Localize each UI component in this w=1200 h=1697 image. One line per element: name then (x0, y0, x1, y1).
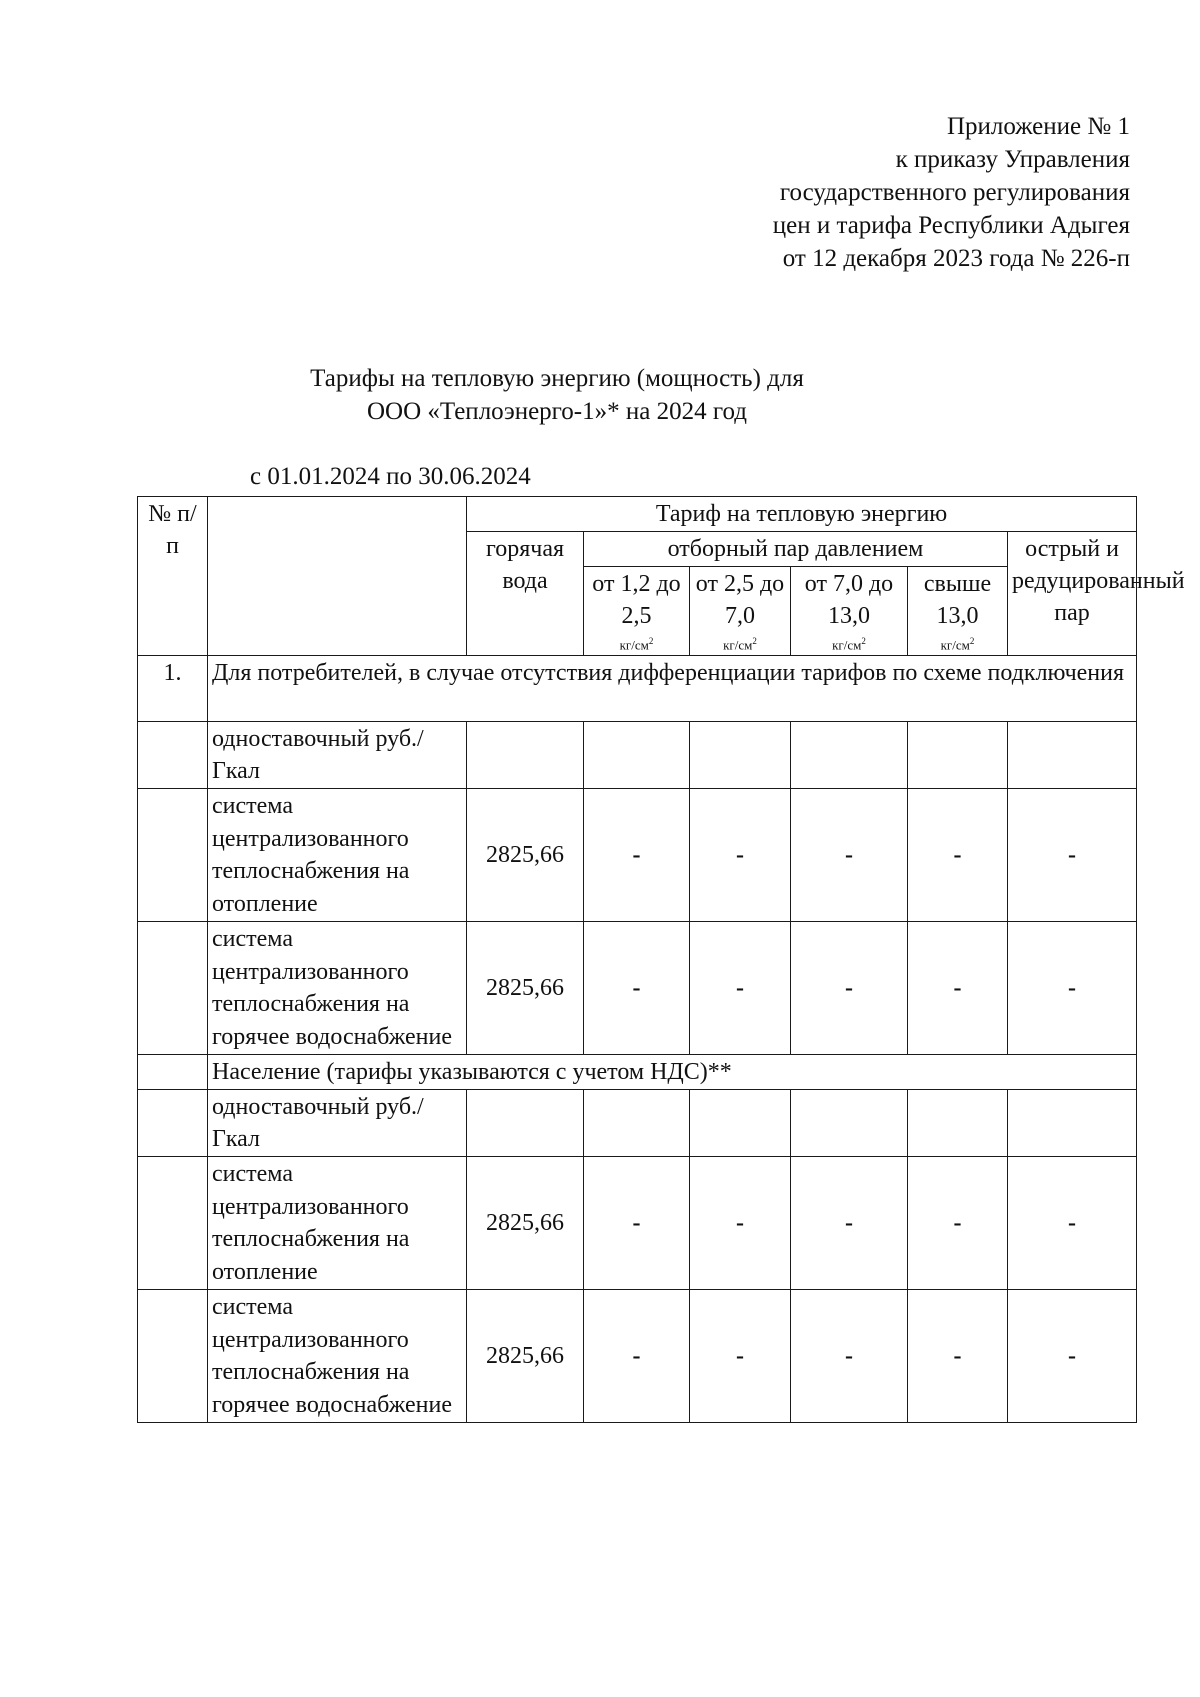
tariff-value: 2825,66 (467, 1157, 584, 1290)
header-tariff: Тариф на тепловую энергию (467, 497, 1137, 532)
header-row-1 (138, 497, 1137, 532)
tariff-value: 2825,66 (467, 1290, 584, 1423)
header-line-date: от 12 декабря 2023 года № 226-п (782, 245, 1130, 272)
empty-value: - (1008, 922, 1137, 1055)
period-label: с 01.01.2024 по 30.06.2024 (250, 463, 531, 490)
empty-value: - (584, 789, 690, 922)
empty-value: - (908, 789, 1008, 922)
document-header (773, 110, 1130, 275)
title-line-2: ООО «Теплоэнерго-1»* на 2024 год (366, 398, 747, 425)
empty-value: - (1008, 1157, 1137, 1290)
unit-label: $кг/см^2$ (619, 636, 654, 653)
section-row-consumers (138, 656, 1137, 722)
section-title: Для потребителей, в случае отсутствия дифференциации тарифов по схеме подключения (208, 656, 1137, 722)
header-pressure-1: от 1,2 до 2,5 $кг/см^2$ (584, 567, 690, 656)
header-steam-group: отборный пар давлением (584, 532, 1008, 567)
tariff-value: 2825,66 (467, 922, 584, 1055)
header-pressure-3: от 7,0 до 13,0 $кг/см^2$ (791, 567, 908, 656)
row-label: система централизованного теплоснабжения на горячее водоснабжение (208, 922, 467, 1055)
empty-value: - (1008, 789, 1137, 922)
unit-label: $кг/см^2$ (940, 636, 975, 653)
header-line-appendix: Приложение № 1 (946, 113, 1130, 140)
empty-value: - (584, 1290, 690, 1423)
row-label: система централизованного теплоснабжения на отопление (208, 1157, 467, 1290)
header-sharp-steam: острый и редуцированный пар (1008, 532, 1137, 656)
document-title (262, 362, 852, 428)
title-line-1: Тарифы на тепловую энергию (мощность) для (310, 365, 804, 392)
empty-value: - (584, 1157, 690, 1290)
empty-value: - (908, 1157, 1008, 1290)
table-row (138, 1157, 1137, 1290)
empty-value: - (584, 922, 690, 1055)
empty-value: - (908, 1290, 1008, 1423)
header-line-authority: цен и тарифа Республики Адыгея (772, 212, 1130, 239)
header-line-regulation: государственного регулирования (779, 179, 1130, 206)
tariff-value: 2825,66 (467, 789, 584, 922)
header-line-order: к приказу Управления (895, 146, 1130, 173)
table-row (138, 922, 1137, 1055)
empty-value: - (690, 789, 791, 922)
table-row (138, 789, 1137, 922)
section-title: Население (тарифы указываются с учетом НДС)** (208, 1055, 1137, 1090)
table-row (138, 722, 1137, 789)
row-label: система централизованного теплоснабжения на горячее водоснабжение (208, 1290, 467, 1423)
empty-value: - (1008, 1290, 1137, 1423)
header-num: № п/п (138, 497, 208, 656)
row-label: система централизованного теплоснабжения на отопление (208, 789, 467, 922)
empty-value: - (690, 1290, 791, 1423)
unit-label: $кг/см^2$ (723, 636, 757, 653)
empty-value: - (791, 922, 908, 1055)
empty-value: - (908, 922, 1008, 1055)
empty-value: - (690, 1157, 791, 1290)
tariff-table (137, 496, 1185, 1423)
empty-value: - (791, 789, 908, 922)
empty-value: - (690, 922, 791, 1055)
row-label: одноставочный руб./Гкал (208, 1090, 467, 1157)
section-row-population (138, 1055, 1137, 1090)
header-pressure-2: от 2,5 до 7,0 $кг/см^2$ (690, 567, 791, 656)
empty-value: - (791, 1290, 908, 1423)
row-label: одноставочный руб./Гкал (208, 722, 467, 789)
header-pressure-4: свыше 13,0 $кг/см^2$ (908, 567, 1008, 656)
table-row (138, 1090, 1137, 1157)
unit-label: $кг/см^2$ (832, 636, 866, 653)
table-row (138, 1290, 1137, 1423)
empty-value: - (791, 1157, 908, 1290)
header-hot-water: горячая вода (467, 532, 584, 656)
section-number: 1. (138, 656, 208, 722)
header-blank (208, 497, 467, 656)
